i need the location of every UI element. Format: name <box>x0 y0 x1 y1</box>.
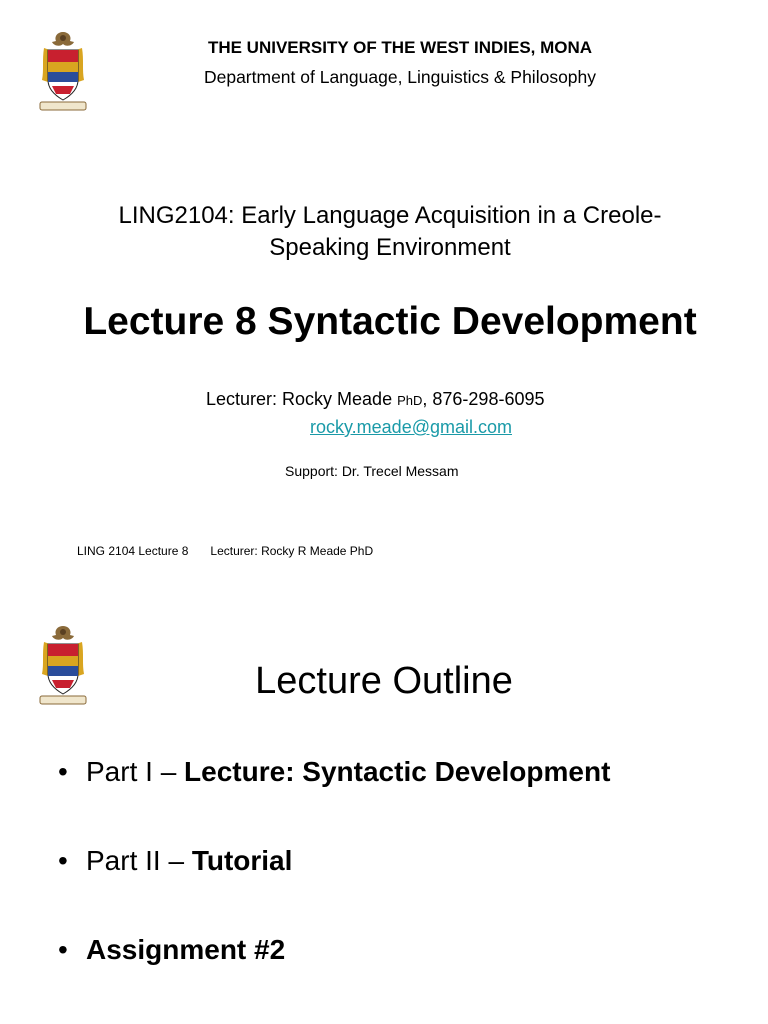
department-name: Department of Language, Linguistics & Philosophy <box>203 67 597 87</box>
lecturer-email-link[interactable]: rocky.meade@gmail.com <box>310 417 512 437</box>
footer-lecturer: Lecturer: Rocky R Meade PhD <box>210 544 374 558</box>
course-title-line1: LING2104: Early Language Acquisition in a Creole- <box>118 202 662 229</box>
footer-course: LING 2104 Lecture 8 <box>77 544 189 558</box>
lecturer-name: Lecturer: Rocky Meade <box>206 389 398 409</box>
course-title <box>40 200 740 264</box>
lecturer-phone: , 876-298-6095 <box>422 389 545 409</box>
support-info: Support: Dr. Trecel Messam <box>285 463 459 479</box>
bullet-dot: • <box>58 845 68 876</box>
bullet-bold: Lecture: Syntactic Development <box>184 756 611 787</box>
outline-item-part1 <box>58 756 610 788</box>
lecturer-info <box>206 389 545 410</box>
bullet-bold: Tutorial <box>191 845 293 876</box>
bullet-prefix: Part II – <box>86 845 192 876</box>
university-name: THE UNIVERSITY OF THE WEST INDIES, MONA <box>207 38 593 57</box>
lecturer-degree: PhD <box>397 393 423 408</box>
bullet-prefix: Part I – <box>86 756 185 787</box>
lecture-title: Lecture 8 Syntactic Development <box>83 300 697 343</box>
slide-footer <box>77 544 373 558</box>
outline-item-assignment <box>58 934 285 966</box>
outline-slide <box>0 600 768 1024</box>
outline-title: Lecture Outline <box>255 660 513 702</box>
bullet-bold: Assignment #2 <box>86 934 286 965</box>
bullet-dot: • <box>58 934 68 965</box>
outline-item-part2 <box>58 845 292 877</box>
course-title-line2: Speaking Environment <box>269 234 511 261</box>
bullet-dot: • <box>58 756 68 787</box>
